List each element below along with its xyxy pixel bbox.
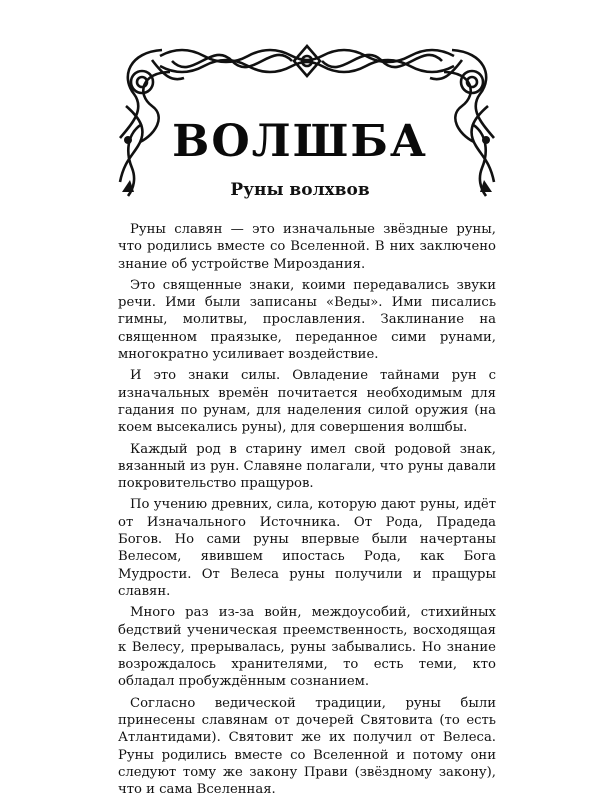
paragraph: Руны славян — это изначальные звёздные руны, что родились вместе со Вселенной. В них заключено знание об устройстве Мироздания. xyxy=(118,222,496,272)
body-text xyxy=(118,221,496,803)
paragraph: Много раз из-за войн, междоусобий, стихийных бедствий ученическая преемственность, восходящая к Велесу, прерывалась, руны забывались. Но знание возрождалось хранителями, то есть теми, кто обладал пробуждённым сознанием. xyxy=(118,605,496,690)
paragraph: По учению древних, сила, которую дают руны, идёт от Изначального Источника. От Рода, Прадеда Богов. Но сами руны впервые были начертаны Велесом, явившем ипостась Рода, как Бога Мудрости. От Велеса руны получили и пращуры славян. xyxy=(118,497,496,599)
chapter-subtitle: Руны волхвов xyxy=(230,180,370,200)
paragraph: И это знаки силы. Овладение тайнами рун с изначальных времён почитается необходимым для гадания по рунам, для наделения силой оружия (на коем высекались руны), для совершения волшбы. xyxy=(118,368,496,436)
paragraph: Согласно ведической традиции, руны были принесены славянам от дочерей Святовита (то есть Атлантидами). Святовит же их получил от Велеса. Руны родились вместе со Вселенной и потому они следуют тому же закону Прави (звёздному закону), что и сама Вселенная. xyxy=(118,695,496,798)
paragraph: Каждый род в старину имел свой родовой знак, вязанный из рун. Славяне полагали, что руны давали покровительство пращуров. xyxy=(118,441,496,492)
paragraph: Это священные знаки, коими передавались звуки речи. Ими были записаны «Веды». Ими писались гимны, молитвы, прославления. Заклинание на священном праязыке, переданное сими рунами, многократно усиливает воздействие. xyxy=(118,277,496,363)
chapter-title: ВОЛШБА xyxy=(172,116,428,167)
